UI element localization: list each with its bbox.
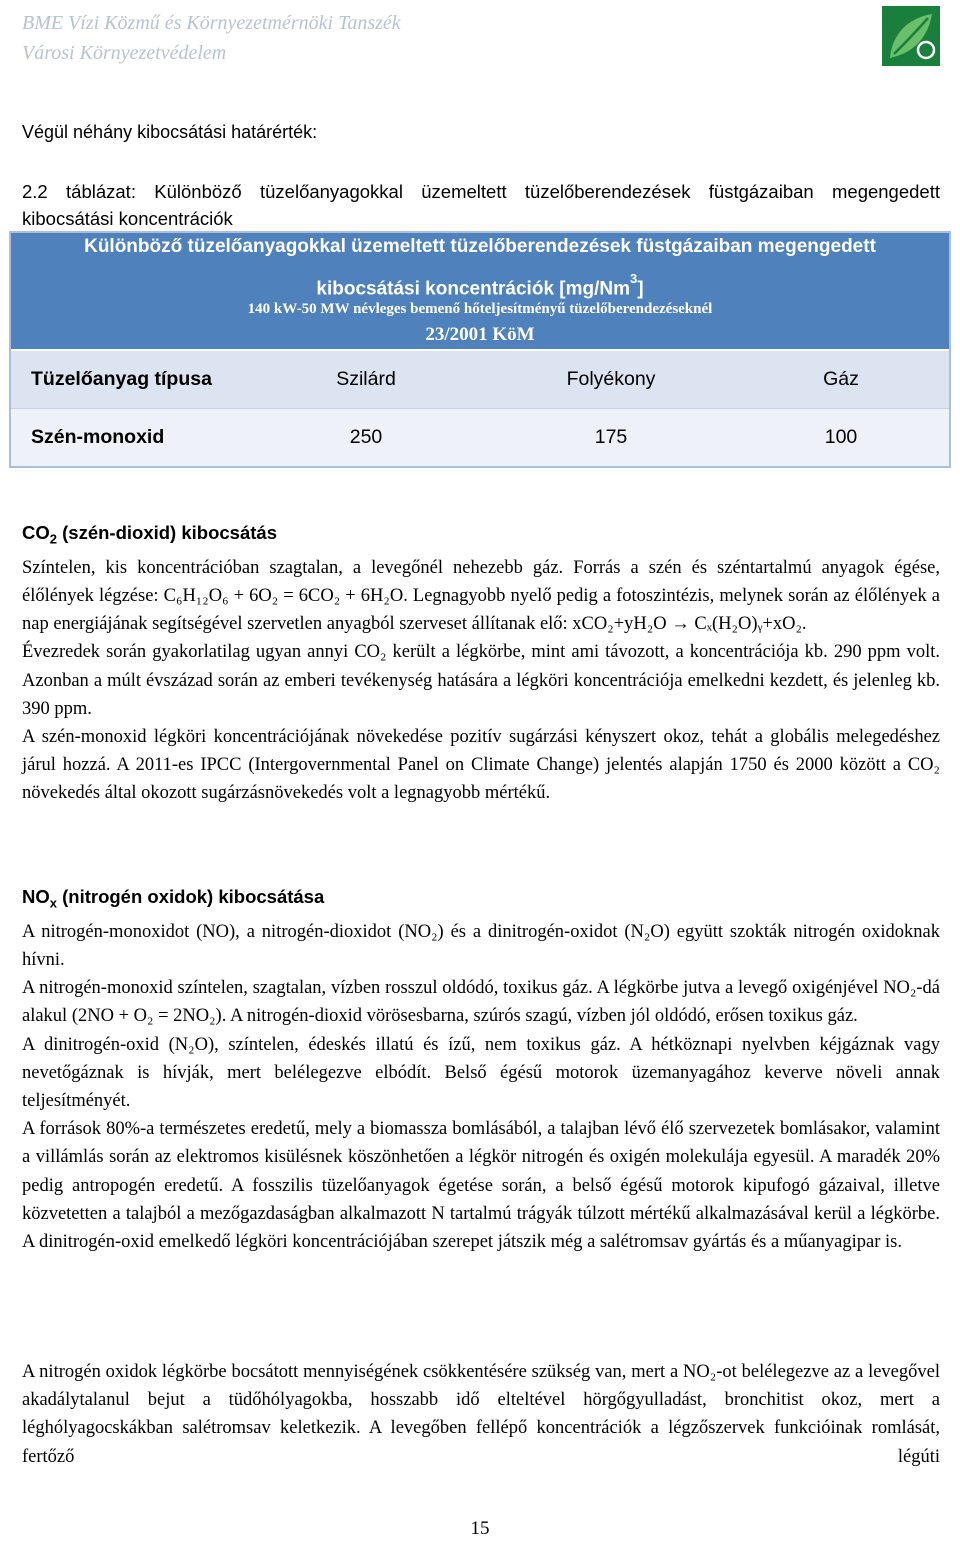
table-title-line2: kibocsátási koncentrációk [mg/Nm$^3$] <box>316 271 644 300</box>
column-header-gas: Gáz <box>823 368 859 390</box>
leaf-logo-icon <box>882 6 940 66</box>
intro-text: Végül néhány kibocsátási határérték: <box>22 122 318 142</box>
cell-liquid-value: 175 <box>594 426 628 448</box>
nox-section <box>22 883 940 1256</box>
nox-closing-paragraph: A nitrogén oxidok légkörbe bocsátott mennyiségének csökkentésére szükség van, mert a NO₂-ot belélegezve az a levegővel akadálytalanul bejut a tüdőhólyagokba, hosszabb idő elteltével hörgőgyulladást, bronchitist okoz, mert a léghólyagocskákban salétromsav keletkezik. A levegőben fellépő koncentrációk a légzőszervek funkcióinak romlását, fertőző légúti <box>22 1362 940 1467</box>
cell-solid-value: 250 <box>349 426 383 448</box>
column-header-liquid: Folyékony <box>566 368 656 390</box>
emission-limits-table <box>9 231 951 468</box>
nox-heading: $NO_x$ (nitrogén oxidok) kibocsátása <box>22 886 325 911</box>
co2-paragraph: Évezredek során gyakorlatilag ugyan annyi CO₂ került a légkörbe, mint ami távozott, a koncentrációja kb. 290 ppm volt. Azonban a múlt évszázad során az emberi tevékenység hatására a légköri koncentrációja emelkedni kezdett, és jelenleg kb. 390 ppm. <box>22 642 940 719</box>
table-subtitle: 140 kW-50 MW névleges bemenő hőteljesítményű tüzelőberendezéseknél <box>247 301 713 317</box>
table-caption: 2.2 táblázat: Különböző tüzelőanyagokkal üzemeltett tüzelőberendezések füstgázaiban megengedett kibocsátási koncentrációk <box>22 181 940 229</box>
nox-paragraph: A nitrogén-monoxidot (NO), a nitrogén-dioxidot (NO₂) és a dinitrogén-oxidot (N₂O) együtt szokták nitrogén oxidoknak hívni. <box>22 921 940 970</box>
nox-paragraph: A nitrogén-monoxid színtelen, szagtalan, vízben rosszul oldódó, toxikus gáz. A légkörbe jutva a levegő oxigénjével NO₂-dá alakul (2NO + O₂ = 2NO₂). A nitrogén-dioxid vörösesbarna, szúrós szagú, vízben jól oldódó, erősen toxikus gáz. <box>22 978 940 1027</box>
column-header-fuel-type: Tüzelőanyag típusa <box>31 368 212 390</box>
table-title-line1: Különböző tüzelőanyagokkal üzemeltett tüzelőberendezések füstgázaiban megengedett <box>84 236 876 257</box>
table-decree: 23/2001 KöM <box>425 324 535 345</box>
cell-gas-value: 100 <box>824 426 858 448</box>
document-header <box>22 8 401 68</box>
co2-section <box>22 519 940 808</box>
co2-paragraph: Színtelen, kis koncentrációban szagtalan, a levegőnél nehezebb gáz. Forrás a szén és széntartalmú anyagok égése, élőlények légzése: C₆H₁₂O₆ + 6O₂ = 6CO₂ + 6H₂O. Legnagyobb nyelő pedig a fotoszintézis, melynek során az élőlények a nap energiájának segítségével szervetlen anyagból szerveset állítanak elő: xCO₂+yH₂O → Cₓ(H₂O)ᵧ+xO₂. <box>22 557 940 635</box>
column-header-solid: Szilárd <box>336 368 396 390</box>
page-number: 15 <box>470 1518 490 1539</box>
table-column-header-row <box>11 349 949 408</box>
nox-closing-section <box>22 1358 940 1471</box>
row-label-co: Szén-monoxid <box>31 426 165 448</box>
co2-paragraph: A szén-monoxid légköri koncentrációjának növekedése pozitív sugárzási kényszert okoz, tehát a globális melegedéshez járul hozzá. A 2011-es IPCC (Intergovernmental Panel on Climate Change) jelentés alapján 1750 és 2000 között a CO₂ növekedés által okozott sugárzásnövekedés volt a legnagyobb mértékű. <box>22 726 940 804</box>
nox-paragraph: A dinitrogén-oxid (N₂O), színtelen, édeskés illatú és ízű, nem toxikus gáz. A hétköznapi nyelvben kéjgáznak vagy nevetőgáznak is hívják, mert belélegezve elbódít. Belső égésű motorok üzemanyagához keverve növeli annak teljesítményét. <box>22 1034 940 1111</box>
table-row <box>11 408 949 466</box>
co2-heading: $CO_2$ (szén-dioxid) kibocsátás <box>22 522 277 547</box>
table-header-block <box>11 233 949 349</box>
nox-paragraph: A források 80%-a természetes eredetű, mely a biomassza bomlásából, a talajban lévő élő szervezetek bomlásakor, valamint a villámlás során az elektromos kisülésnek köszönhetően a légkör nitrogén és oxigén molekulája egyesül. A maradék 20% pedig antropogén eredetű. A fosszilis tüzelőanyagok égetése során, a belső égésű motorok kipufogó gázaival, illetve közvetetten a talajból a mezőgazdaságban alkalmazott N tartalmú trágyák túlzott mértékű alkalmazásával kerül a légkörbe. A dinitrogén-oxid emelkedő légköri koncentrációjában szerepet játszik még a salétromsav gyártás és a műanyagipar is. <box>22 1119 940 1252</box>
header-department: BME Vízi Közmű és Környezetmérnöki Tanszék <box>22 12 401 34</box>
header-course: Városi Környezetvédelem <box>22 42 227 64</box>
